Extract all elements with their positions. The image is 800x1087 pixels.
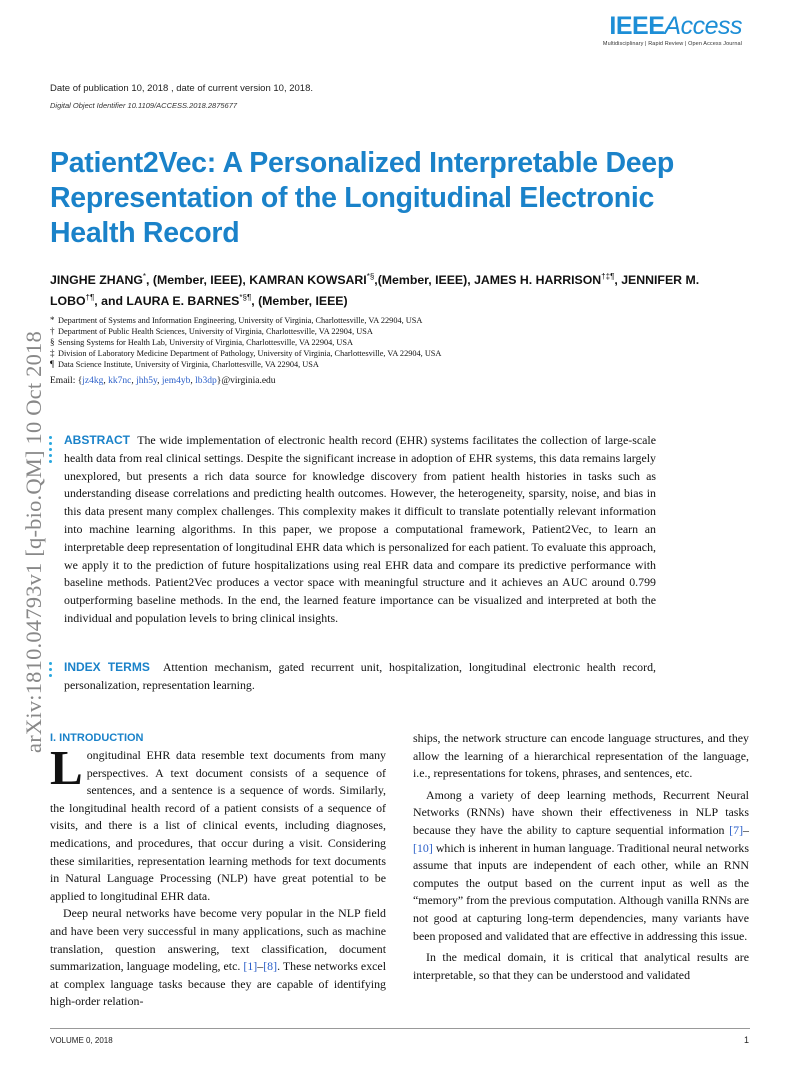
publication-date: Date of publication 10, 2018 , date of current version 10, 2018. [50,83,314,94]
paper-title: Patient2Vec: A Personalized Interpretable Deep Representation of the Longitudinal Electronic Health Record [50,147,674,249]
ieee-access-logo [603,14,742,47]
affiliation-item: † Department of Public Health Sciences, University of Virginia, Charlottesville, VA 22904, USA [50,326,373,336]
dropcap: L [50,740,83,795]
author-list: JINGHE ZHANG*, (Member, IEEE), KAMRAN KOWSARI*§,(Member, IEEE), JAMES H. HARRISON†‡¶, JENNIFER M. LOBO†¶, and LAURA E. BARNES*§¶, (Member, IEEE) [50,272,700,309]
paragraph: Deep neural networks have become very popular in the NLP field and have been very successful in many applications, such as machine translation, question answering, text classification, document summarization, language modeling, etc. [1]–[8]. These networks excel at complex language tasks because they are capable of identifying high-order relation- [50,906,386,1009]
abstract-heading: ABSTRACT [64,433,130,447]
arxiv-stamp: arXiv:1810.04793v1 [q-bio.QM] 10 Oct 2018 [21,331,46,753]
doi: Digital Object Identifier 10.1109/ACCESS.2018.2875677 [50,101,238,110]
citation-link[interactable]: [1] [243,959,258,974]
section-heading: I. INTRODUCTION [50,732,144,744]
abstract-dots-icon [49,436,52,466]
index-terms-dots-icon [49,662,52,680]
index-terms-heading: INDEX TERMS [64,660,150,674]
email-link[interactable]: jem4yb [161,376,191,386]
abstract [64,432,656,628]
paragraph: Among a variety of deep learning methods, Recurrent Neural Networks (RNNs) have shown their effectiveness in NLP tasks because they have the ability to capture sequential information [7]–[10] which is inherent in human language. Traditional neural networks assume that inputs are independent of each other, while an RNN computes the output based on the current input as well as the “memory” from the previous computation. Although vanilla RNNs are not good at capturing long-term dependencies, many variants have been proposed and validated that are effective in addressing this issue. [413,787,749,943]
index-terms-text: Attention mechanism, gated recurrent unit, hospitalization, longitudinal electronic health record, personalization, representation learning. [64,660,656,692]
logo-brand: IEEE [609,12,665,40]
affiliation-item: § Sensing Systems for Health Lab, University of Virginia, Charlottesville, VA 22904, USA [50,337,354,347]
email-link[interactable]: jz4kg [82,376,104,386]
logo-tagline: Multidisciplinary | Rapid Review | Open Access Journal [602,41,742,47]
affiliations [50,315,750,370]
email-link[interactable]: kk7nc [108,376,132,386]
paragraph: Longitudinal EHR data resemble text documents from many perspectives. A text document consists of a sequence of sentences, and a sentence is a sequence of words. Similarly, the longitudinal health record of a patient consists of a sequence of visits, and there is a list of clinical events, including diagnoses, medications, and procedures, that occur during a visit. Considering these similarities, representation learning methods for text documents in Natural Language Processing (NLP) have great potential to be applied to longitudinal EHR data. [50,740,386,903]
left-column [50,730,386,1011]
footer-volume: VOLUME 0, 2018 [50,1036,113,1045]
paragraph: ships, the network structure can encode language structures, and they allow the learning of a hierarchical representation of the language, i.e., representations for tokens, phrases, and sentences, etc. [413,731,749,781]
affiliation-item: ‡ Division of Laboratory Medicine Department of Pathology, University of Virginia, Charlottesville, VA 22904, USA [50,348,442,358]
index-terms [64,659,656,695]
affiliation-item: * Department of Systems and Information Engineering, University of Virginia, Charlottesville, VA 22904, USA [50,315,423,325]
logo-name: Access [664,12,742,40]
page-number: 1 [743,1035,749,1045]
email-link[interactable]: lb3dp [195,376,217,386]
citation-link[interactable]: [8] [263,959,278,974]
footer-divider [50,1028,750,1029]
citation-link[interactable]: [10] [413,840,433,855]
abstract-text: The wide implementation of electronic health record (EHR) systems facilitates the collection of large-scale health data from real clinical settings. Despite the significant increase in adoption of EHR systems, this data remains largely unexplored, but presents a rich data source for knowledge discovery from patient health histories in tasks such as understanding disease correlations and predicting health outcomes. However, the heterogeneity, sparsity, noise, and bias in this data present many complex challenges. This complexity makes it difficult to translate potentially relevant information into machine learning algorithms. In this paper, we propose a computational framework, Patient2Vec, to learn an interpretable deep representation of longitudinal EHR data which is personalized for each patient. To evaluate this approach, we apply it to the prediction of future hospitalizations using real EHR data and compare its predictive performance with baseline methods. Patient2Vec produces a vector space with meaningful structure and it achieves an AUC around 0.799 outperforming baseline methods. In the end, the learned feature importance can be visualized and interpreted at both the individual and population levels to bring clinical insights. [64,433,656,625]
email-link[interactable]: jhh5y [136,376,158,386]
citation-link[interactable]: [7] [729,822,744,837]
email-line: Email: {jz4kg, kk7nc, jhh5y, jem4yb, lb3dp}@virginia.edu [50,376,276,386]
right-column [413,730,749,984]
paragraph: In the medical domain, it is critical that analytical results are interpretable, so that they can be understood and validated [413,950,749,982]
affiliation-item: ¶ Data Science Institute, University of Virginia, Charlottesville, VA 22904, USA [50,359,319,369]
